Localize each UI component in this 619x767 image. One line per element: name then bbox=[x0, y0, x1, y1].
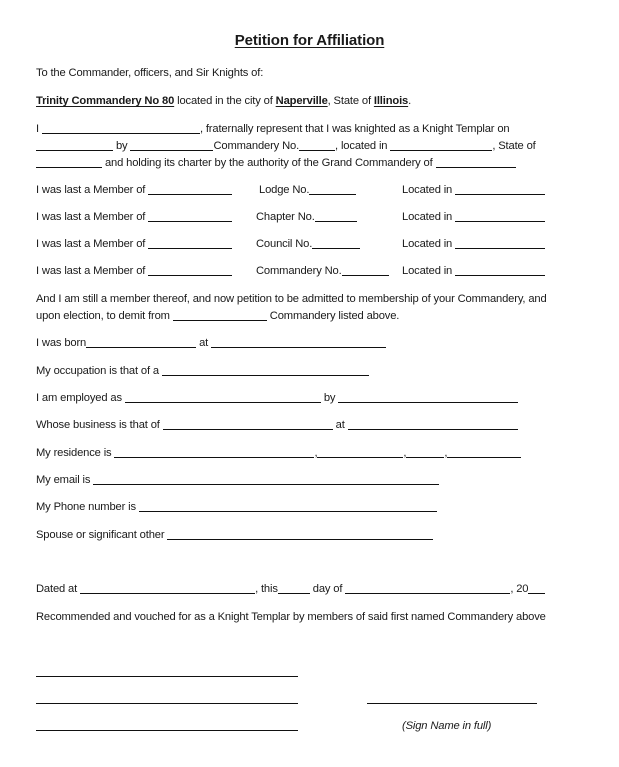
residence-state-field[interactable] bbox=[406, 446, 444, 458]
email-line: My email is bbox=[36, 473, 439, 487]
knighted-line-3: and holding its charter by the authority of the Grand Commandery of bbox=[36, 156, 516, 170]
membership-located: Located in bbox=[402, 237, 545, 251]
grand-commandery-field[interactable] bbox=[436, 156, 516, 168]
residence-line: My residence is , , , bbox=[36, 446, 521, 460]
name-field[interactable] bbox=[42, 122, 200, 134]
born-line: I was born at bbox=[36, 336, 386, 350]
business-field[interactable] bbox=[163, 418, 333, 430]
membership-body: Lodge No. bbox=[259, 183, 356, 197]
chapter-no-field[interactable] bbox=[315, 210, 357, 222]
knighted-state-field[interactable] bbox=[36, 156, 102, 168]
occupation-line: My occupation is that of a bbox=[36, 364, 369, 378]
lodge-no-field[interactable] bbox=[309, 183, 356, 195]
member-of-field[interactable] bbox=[148, 264, 232, 276]
spouse-line: Spouse or significant other bbox=[36, 528, 433, 542]
spouse-field[interactable] bbox=[167, 528, 433, 540]
member-of-field[interactable] bbox=[148, 210, 232, 222]
salutation: To the Commander, officers, and Sir Knights of: bbox=[36, 67, 264, 79]
membership-body: Council No. bbox=[256, 237, 360, 251]
knighted-location-field[interactable] bbox=[390, 139, 492, 151]
membership-located: Located in bbox=[402, 210, 545, 224]
born-place-field[interactable] bbox=[211, 336, 386, 348]
recommender-signature-line-1[interactable] bbox=[36, 676, 298, 677]
employer-field[interactable] bbox=[338, 391, 518, 403]
employed-as-field[interactable] bbox=[125, 391, 321, 403]
located-in-field[interactable] bbox=[455, 183, 545, 195]
email-field[interactable] bbox=[93, 473, 439, 485]
residence-city-field[interactable] bbox=[317, 446, 403, 458]
member-of-field[interactable] bbox=[148, 237, 232, 249]
born-date-field[interactable] bbox=[86, 336, 196, 348]
recommender-signature-line-2[interactable] bbox=[36, 703, 298, 704]
employed-line: I am employed as by bbox=[36, 391, 518, 405]
commandery-no-field[interactable] bbox=[342, 264, 389, 276]
member-of-field[interactable] bbox=[148, 183, 232, 195]
membership-row: I was last a Member of bbox=[36, 237, 232, 251]
knighted-line-2: by Commandery No. , located in , State of bbox=[36, 139, 536, 153]
commandery-name: Trinity Commandery No 80 bbox=[36, 95, 175, 107]
occupation-field[interactable] bbox=[162, 364, 369, 376]
membership-row: I was last a Member of bbox=[36, 210, 232, 224]
dated-line: Dated at , this day of , 20 bbox=[36, 582, 545, 596]
dated-at-field[interactable] bbox=[80, 582, 255, 594]
membership-row: I was last a Member of bbox=[36, 183, 232, 197]
knighted-line-1: I , fraternally represent that I was knighted as a Knight Templar on bbox=[36, 123, 510, 135]
membership-body: Commandery No. bbox=[256, 264, 389, 278]
business-location-field[interactable] bbox=[348, 418, 518, 430]
residence-zip-field[interactable] bbox=[447, 446, 521, 458]
knighted-date-field[interactable] bbox=[36, 139, 113, 151]
knighted-commandery-field[interactable] bbox=[130, 139, 213, 151]
membership-located: Located in bbox=[402, 264, 545, 278]
state-name: Illinois bbox=[373, 95, 409, 107]
petitioner-signature-line[interactable] bbox=[367, 703, 537, 704]
phone-field[interactable] bbox=[139, 500, 437, 512]
phone-line: My Phone number is bbox=[36, 500, 437, 514]
day-field[interactable] bbox=[278, 582, 310, 594]
located-in-field[interactable] bbox=[455, 264, 545, 276]
demit-from-field[interactable] bbox=[173, 309, 267, 321]
month-field[interactable] bbox=[345, 582, 510, 594]
located-in-field[interactable] bbox=[455, 237, 545, 249]
commandery-line: Trinity Commandery No 80 located in the city of Naperville, State of Illinois. bbox=[36, 95, 412, 107]
located-in-field[interactable] bbox=[455, 210, 545, 222]
membership-row: I was last a Member of bbox=[36, 264, 232, 278]
petition-line-1: And I am still a member thereof, and now petition to be admitted to membership of your Commandery, and bbox=[36, 293, 547, 305]
residence-street-field[interactable] bbox=[114, 446, 314, 458]
year-field[interactable] bbox=[528, 582, 545, 594]
membership-located: Located in bbox=[402, 183, 545, 197]
city-name: Naperville bbox=[275, 95, 328, 107]
recommended-text: Recommended and vouched for as a Knight Templar by members of said first named Commandery above bbox=[36, 611, 546, 623]
knighted-commandery-no-field[interactable] bbox=[299, 139, 335, 151]
petition-line-2: upon election, to demit from Commandery listed above. bbox=[36, 310, 400, 322]
council-no-field[interactable] bbox=[312, 237, 360, 249]
page-title: Petition for Affiliation bbox=[234, 32, 385, 49]
recommender-signature-line-3[interactable] bbox=[36, 730, 298, 731]
signature-caption: (Sign Name in full) bbox=[402, 720, 492, 732]
business-line: Whose business is that of at bbox=[36, 418, 518, 432]
membership-body: Chapter No. bbox=[256, 210, 357, 224]
